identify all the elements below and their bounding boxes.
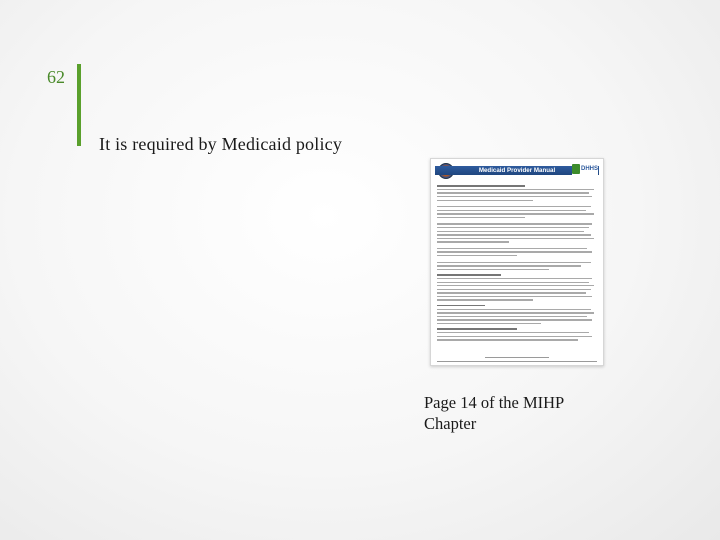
- doc-text-line: [437, 234, 591, 235]
- doc-text-line: [437, 319, 592, 320]
- doc-text-line: [437, 316, 587, 317]
- doc-text-line: [437, 312, 594, 313]
- doc-text-line: [437, 285, 594, 286]
- doc-text-line: [437, 255, 517, 256]
- doc-text-line: [437, 251, 592, 252]
- slide-number: 62: [47, 67, 65, 87]
- doc-text-line: [437, 238, 594, 239]
- doc-text-line: [437, 323, 541, 324]
- doc-text-line: [437, 189, 594, 190]
- doc-text-line: [437, 339, 578, 340]
- doc-text-line: [437, 296, 592, 297]
- doc-footer: [437, 357, 597, 362]
- doc-text-line: [437, 309, 591, 310]
- doc-heading-line: [437, 305, 485, 307]
- doc-text-line: [437, 336, 592, 337]
- doc-text-line: [437, 206, 591, 207]
- doc-text-line: [437, 248, 587, 249]
- doc-text-line: [437, 265, 581, 266]
- document-thumbnail: [430, 158, 604, 366]
- dhhs-logo-text: DHHS: [581, 166, 599, 172]
- caption: [424, 392, 624, 434]
- doc-text-line: [437, 223, 592, 224]
- doc-text-line: [437, 269, 549, 270]
- doc-text-line: [437, 289, 591, 290]
- doc-text-line: [437, 210, 586, 211]
- doc-text-line: [437, 278, 592, 279]
- caption-line-1: Page 14 of the MIHP: [424, 393, 565, 412]
- dhhs-logo-mark: [572, 164, 580, 174]
- accent-bar: [77, 64, 81, 146]
- doc-text-line: [437, 292, 586, 293]
- doc-text-line: [437, 332, 589, 333]
- doc-body: [437, 181, 597, 355]
- main-statement: It is required by Medicaid policy: [99, 134, 343, 154]
- doc-text-line: [437, 282, 589, 283]
- doc-text-line: [437, 241, 509, 242]
- dhhs-logo-icon: [572, 163, 598, 176]
- caption-line-2: Chapter: [424, 414, 477, 433]
- doc-text-line: [437, 231, 584, 232]
- doc-text-line: [437, 196, 592, 197]
- doc-text-line: [437, 213, 594, 214]
- doc-text-line: [437, 200, 533, 201]
- doc-text-line: [437, 262, 591, 263]
- doc-text-line: [437, 217, 525, 218]
- doc-heading-line: [437, 185, 525, 187]
- doc-text-line: [437, 192, 589, 193]
- doc-text-line: [437, 299, 533, 300]
- doc-title: Medicaid Provider Manual: [478, 167, 556, 174]
- doc-text-line: [437, 227, 589, 228]
- doc-heading-line: [437, 328, 517, 330]
- doc-heading-line: [437, 274, 501, 276]
